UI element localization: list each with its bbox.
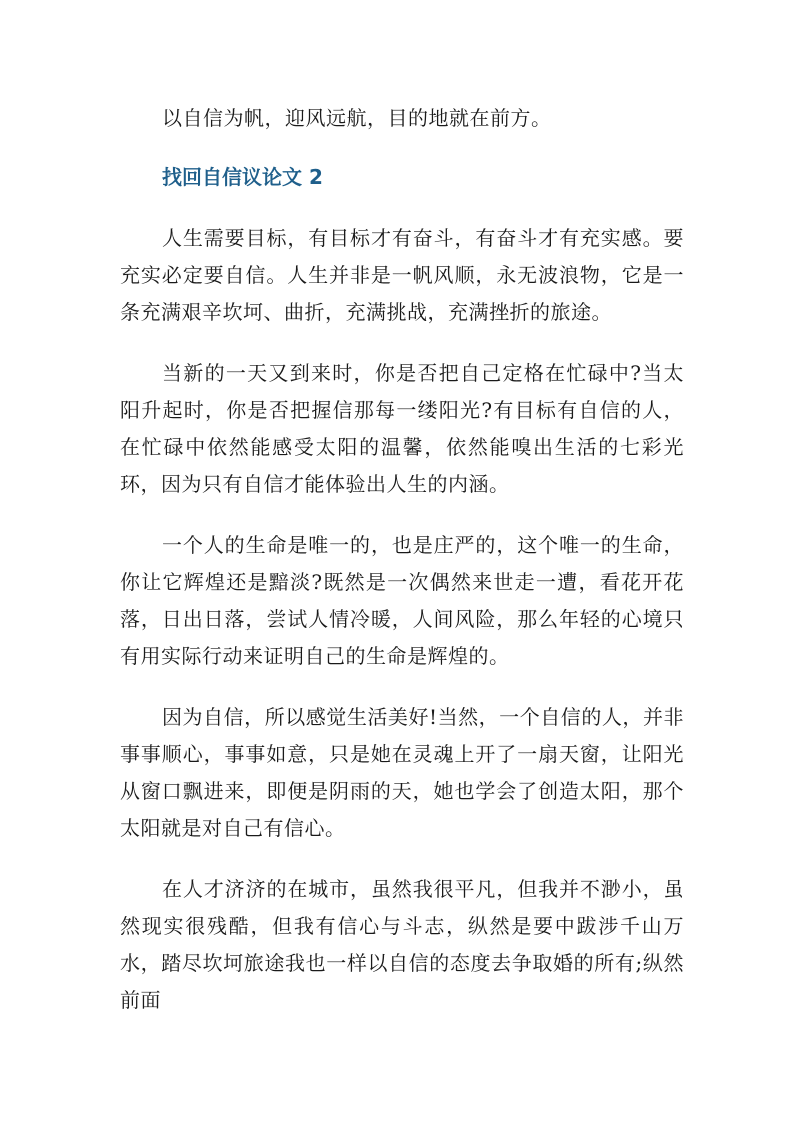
section-heading: 找回自信议论文 2 (162, 165, 323, 189)
paragraph-2: 当新的一天又到来时，你是否把自己定格在忙碌中?当太阳升起时，你是否把握信那每一缕阳光?有目标有自信的人，在忙碌中依然能感受太阳的温馨，依然能嗅出生活的七彩光环，因为只有自信才能体验出人生的内涵。 (120, 361, 684, 496)
paragraph-1: 人生需要目标，有目标才有奋斗，有奋斗才有充实感。要充实必定要自信。人生并非是一帆风顺，永无波浪物，它是一条充满艰辛坎坷、曲折，充满挑战，充满挫折的旅途。 (120, 226, 684, 324)
paragraph-4: 因为自信，所以感觉生活美好!当然，一个自信的人，并非事事顺心，事事如意，只是她在灵魂上开了一扇天窗，让阳光从窗口飘进来，即便是阴雨的天，她也学会了创造太阳，那个太阳就是对自己有信心。 (120, 705, 684, 840)
paragraph-5: 在人才济济的在城市，虽然我很平凡，但我并不渺小，虽然现实很残酷，但我有信心与斗志，纵然是要中跋涉千山万水，踏尽坎坷旅途我也一样以自信的态度去争取婚的所有;纵然前面 (120, 877, 684, 1012)
document-page (120, 100, 684, 1043)
paragraph-3: 一个人的生命是唯一的，也是庄严的，这个唯一的生命，你让它辉煌还是黯淡?既然是一次偶然来世走一遭，看花开花落，日出日落，尝试人情冷暖，人间风险，那么年轻的心境只有用实际行动来证明自己的生命是辉煌的。 (120, 533, 684, 668)
paragraph-intro-closing: 以自信为帆，迎风远航，目的地就在前方。 (162, 106, 552, 130)
